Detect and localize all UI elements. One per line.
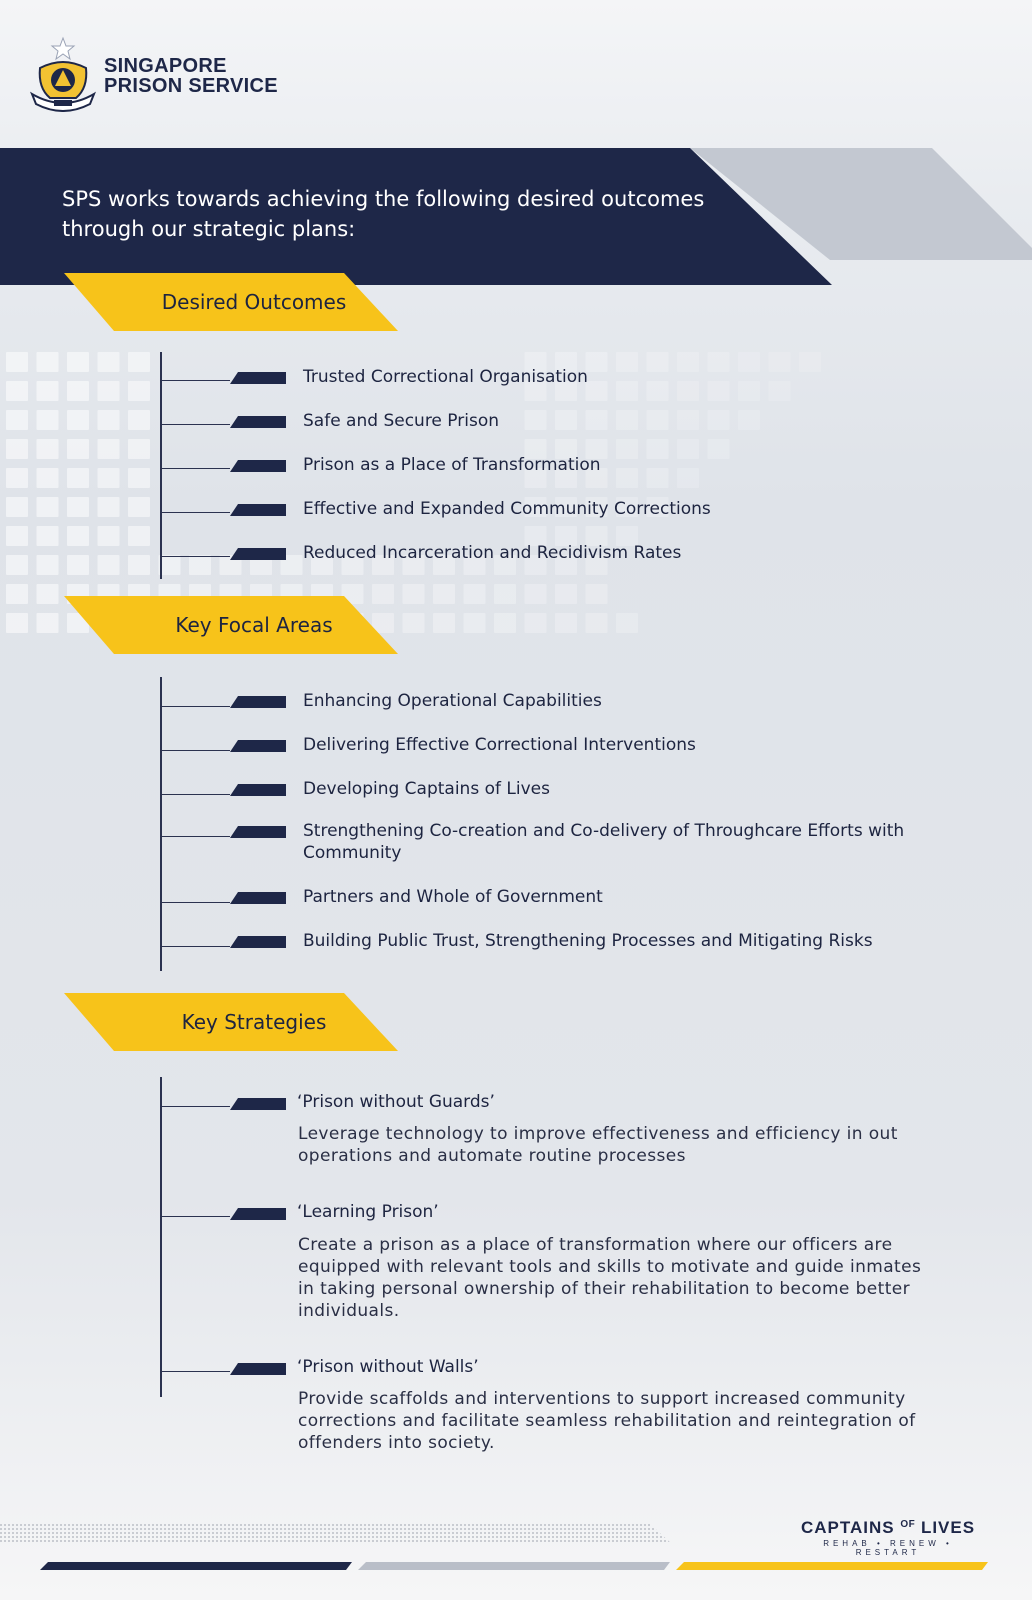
outcome-label: Trusted Correctional Organisation bbox=[303, 367, 588, 387]
outcome-label: Safe and Secure Prison bbox=[303, 411, 499, 431]
brand-tagline: REHAB • RENEW • RESTART bbox=[823, 1539, 953, 1557]
organisation-name-line2: PRISON SERVICE bbox=[104, 75, 278, 97]
list-item bbox=[160, 778, 960, 804]
strategy-title: ‘Prison without Walls’ bbox=[297, 1357, 479, 1377]
desired-outcomes-title: Desired Outcomes bbox=[161, 290, 347, 314]
desired-outcomes-tab bbox=[64, 273, 398, 331]
focal-area-label: Enhancing Operational Capabilities bbox=[303, 691, 602, 711]
list-item bbox=[160, 408, 960, 434]
list-item bbox=[160, 690, 960, 716]
key-strategies-title: Key Strategies bbox=[181, 1010, 327, 1034]
list-item bbox=[160, 886, 960, 912]
focal-area-label: Building Public Trust, Strengthening Processes and Mitigating Risks bbox=[303, 931, 873, 951]
focal-area-label: Developing Captains of Lives bbox=[303, 779, 550, 799]
strategy-item bbox=[160, 1355, 960, 1455]
list-item bbox=[160, 452, 960, 478]
strategy-title: ‘Learning Prison’ bbox=[297, 1202, 439, 1222]
key-focal-areas-tab bbox=[64, 596, 398, 654]
key-focal-areas-title: Key Focal Areas bbox=[175, 613, 333, 637]
outcome-label: Effective and Expanded Community Corrections bbox=[303, 499, 711, 519]
strategy-item bbox=[160, 1090, 960, 1170]
organisation-name-line1: SINGAPORE bbox=[104, 55, 227, 77]
brand-name: CAPTAINS $^{OF}$ LIVES bbox=[800, 1518, 976, 1537]
list-item bbox=[160, 364, 960, 390]
strategy-item bbox=[160, 1200, 960, 1320]
strategy-description: Leverage technology to improve effectiveness and efficiency in out operations and automate routine processes bbox=[298, 1124, 898, 1166]
list-item bbox=[160, 820, 960, 868]
outcome-label: Reduced Incarceration and Recidivism Rates bbox=[303, 543, 682, 563]
list-item bbox=[160, 540, 960, 566]
focal-area-label: Delivering Effective Correctional Interventions bbox=[303, 735, 696, 755]
focal-area-label: Partners and Whole of Government bbox=[303, 887, 603, 907]
list-item bbox=[160, 930, 960, 956]
list-item bbox=[160, 496, 960, 522]
list-item bbox=[160, 734, 960, 760]
captains-of-lives-brand bbox=[788, 1518, 988, 1557]
outcome-label: Prison as a Place of Transformation bbox=[303, 455, 601, 475]
strategy-title: ‘Prison without Guards’ bbox=[297, 1092, 495, 1112]
organisation-name bbox=[104, 56, 278, 96]
strategy-description: Provide scaffolds and interventions to support increased community corrections and facilitate seamless rehabilitation and reintegration of offenders into society. bbox=[298, 1389, 916, 1453]
intro-text: SPS works towards achieving the following desired outcomes through our strategic plans: bbox=[62, 187, 705, 241]
key-strategies-tab bbox=[64, 993, 398, 1051]
focal-area-label: Strengthening Co-creation and Co-delivery of Throughcare Efforts with Community bbox=[303, 821, 905, 863]
sps-crest-logo bbox=[28, 36, 98, 112]
strategy-description: Create a prison as a place of transformation where our officers are equipped with relevant tools and skills to motivate and guide inmates in taking personal ownership of their rehabilitation to become better individuals. bbox=[298, 1235, 922, 1321]
